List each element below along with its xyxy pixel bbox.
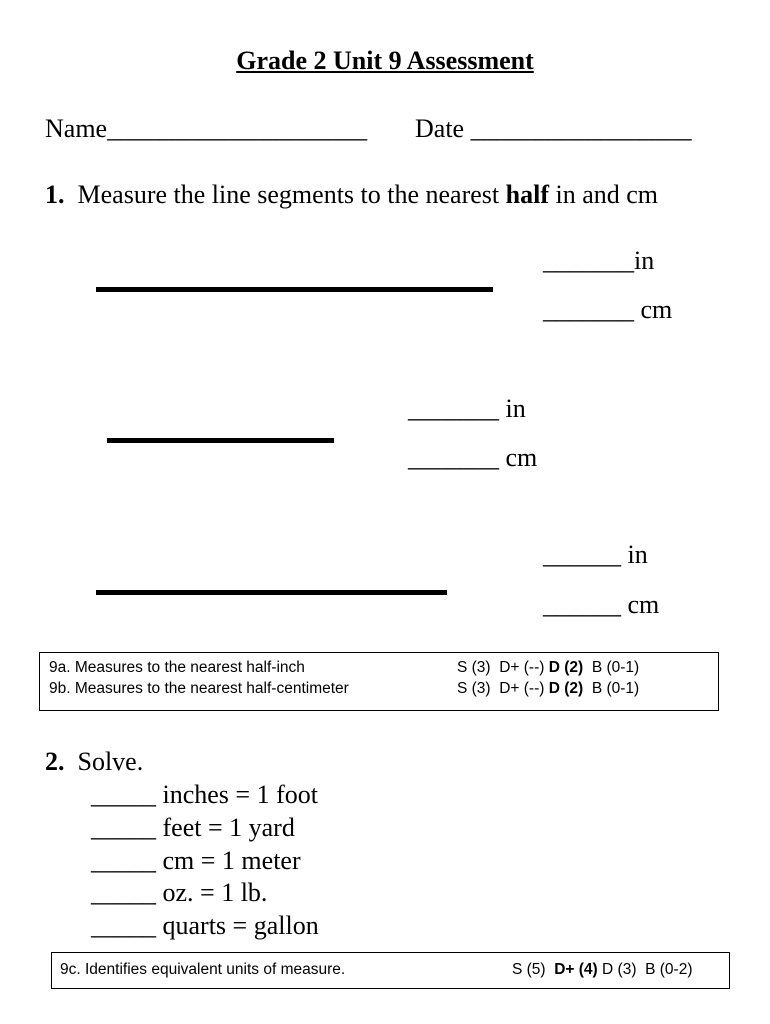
line-segment-1: [96, 287, 493, 292]
line-segment-3: [96, 590, 447, 595]
rubric-9a-dplus: D+ (--): [499, 659, 545, 676]
segment-1-cm-answer[interactable]: _______ cm: [543, 295, 673, 324]
question-1-number: 1.: [45, 180, 65, 209]
question-1-text-after: in and cm: [548, 180, 659, 209]
rubric-9a-d: D (2): [548, 659, 584, 676]
date-blank[interactable]: _________________: [470, 114, 692, 143]
conversion-item-2[interactable]: _____ feet = 1 yard: [91, 813, 295, 842]
question-1-text-bold: half: [505, 180, 549, 209]
rubric-9a-label: 9a. Measures to the nearest half-inch: [49, 659, 305, 676]
question-1-prompt: [45, 180, 658, 210]
segment-1-in-answer[interactable]: _______in: [543, 246, 655, 275]
rubric-9c-dplus: D+ (4): [554, 961, 598, 978]
name-label: Name: [45, 114, 108, 143]
date-field[interactable]: [415, 114, 692, 144]
conversion-item-3[interactable]: _____ cm = 1 meter: [91, 846, 301, 875]
rubric-box-9c: [51, 952, 730, 989]
rubric-box-9ab: [39, 652, 719, 711]
rubric-9c-s: S (5): [512, 961, 546, 978]
rubric-9c-label: 9c. Identifies equivalent units of measure.: [60, 961, 346, 978]
segment-2-in-answer[interactable]: _______ in: [408, 394, 526, 423]
rubric-9b-d: D (2): [548, 680, 584, 697]
page-title: Grade 2 Unit 9 Assessment: [236, 46, 534, 75]
question-1-text-before: Measure the line segments to the nearest: [77, 180, 506, 209]
rubric-9b-s: S (3): [457, 680, 491, 697]
name-field[interactable]: [45, 114, 367, 144]
conversion-item-4[interactable]: _____ oz. = 1 lb.: [91, 878, 268, 907]
segment-2-cm-answer[interactable]: _______ cm: [408, 443, 538, 472]
rubric-9c-b: B (0-2): [645, 961, 693, 978]
rubric-9c-d: D (3): [602, 961, 637, 978]
rubric-9a-s: S (3): [457, 659, 491, 676]
rubric-9b-scores: [457, 680, 639, 698]
date-label: Date: [415, 114, 465, 143]
line-segment-2: [107, 438, 334, 443]
question-2-number: 2.: [45, 747, 65, 776]
rubric-9b-b: B (0-1): [591, 680, 640, 697]
segment-3-in-answer[interactable]: ______ in: [543, 540, 648, 569]
segment-3-cm-answer[interactable]: ______ cm: [543, 590, 660, 619]
rubric-9a-scores: [457, 659, 639, 677]
question-2-text: Solve.: [77, 747, 144, 776]
conversion-item-1[interactable]: _____ inches = 1 foot: [91, 780, 318, 809]
rubric-9a-b: B (0-1): [591, 659, 640, 676]
name-blank[interactable]: ____________________: [107, 114, 368, 143]
question-2-prompt: [45, 747, 143, 777]
rubric-9c-scores: [512, 961, 692, 979]
rubric-9b-dplus: D+ (--): [499, 680, 545, 697]
rubric-9b-label: 9b. Measures to the nearest half-centimeter: [49, 680, 349, 697]
conversion-item-5[interactable]: _____ quarts = gallon: [91, 911, 319, 940]
